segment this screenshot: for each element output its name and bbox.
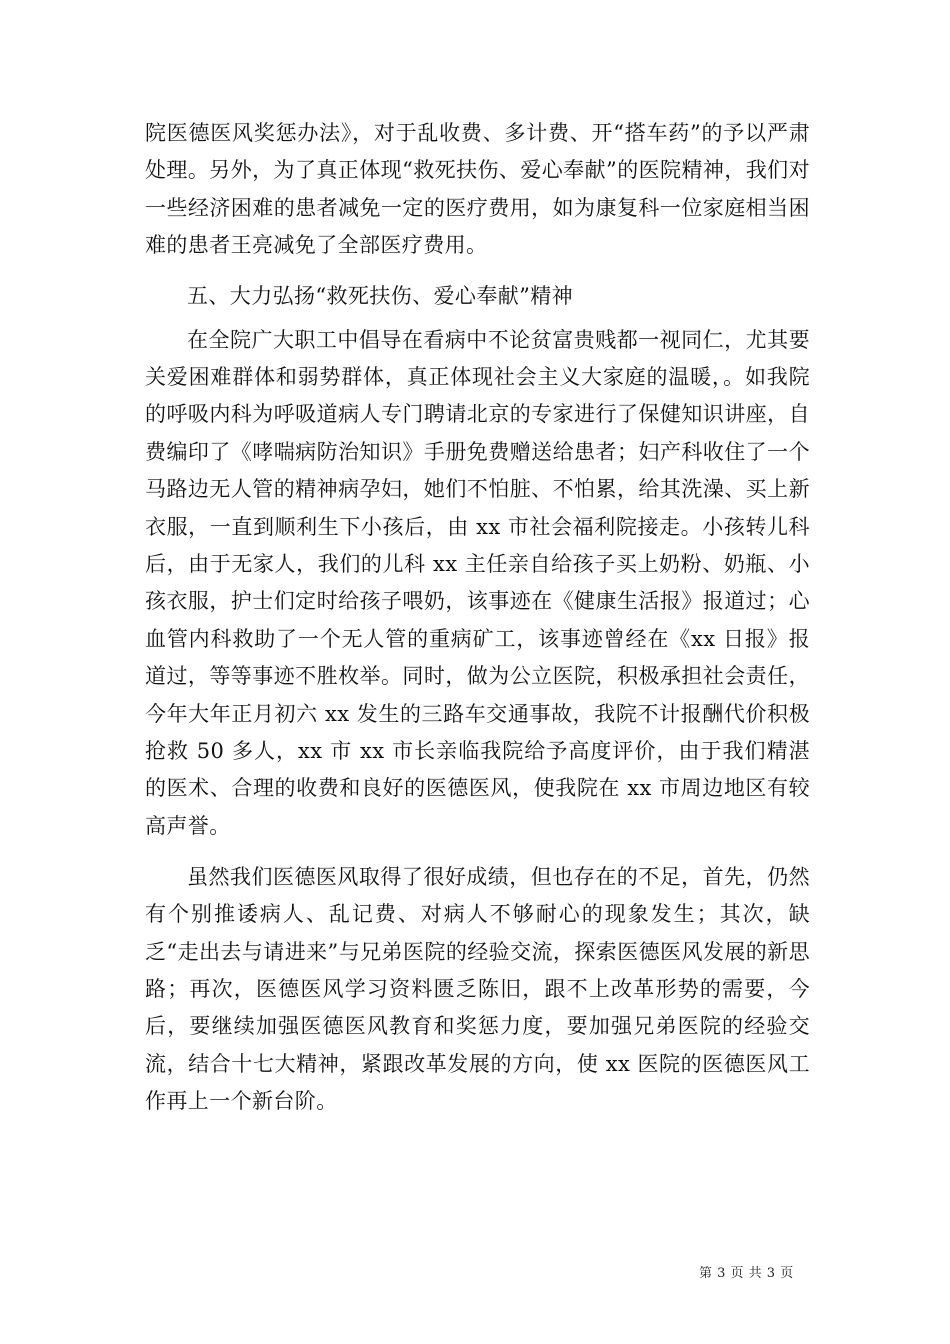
- document-body: [145, 115, 810, 1134]
- page-number-footer: 第 3 页 共 3 页: [699, 1266, 794, 1281]
- paragraph-continued: 院医德医风奖惩办法》，对于乱收费、多计费、开“搭车药”的予以严肃处理。另外，为了真正体现“救死扶伤、爱心奉献”的医院精神，我们对一些经济困难的患者减免一定的医疗费用，如为康复科一位家庭相当困难的患者王亮减免了全部医疗费用。: [145, 121, 810, 258]
- section-heading-five: 五、大力弘扬“救死扶伤、爱心奉献”精神: [187, 284, 574, 309]
- paragraph-shortcomings: 虽然我们医德医风取得了很好成绩，但也存在的不足，首先，仍然有个别推诿病人、乱记费、对病人不够耐心的现象发生；其次，缺乏“走出去与请进来”与兄弟医院的经验交流，探索医德医风发展的新思路；再次，医德医风学习资料匮乏陈旧，跟不上改革形势的需要，今后，要继续加强医德医风教育和奖惩力度，要加强兄弟医院的经验交流，结合十七大精神，紧跟改革发展的方向，使 xx 医院的医德医风工作再上一个新台阶。: [145, 864, 810, 1114]
- paragraph-care-examples: 在全院广大职工中倡导在看病中不论贫富贵贱都一视同仁，尤其要关爱困难群体和弱势群体，真正体现社会主义大家庭的温暖，。如我院的呼吸内科为呼吸道病人专门聘请北京的专家进行了保健知识讲座，自费编印了《哮喘病防治知识》手册免费赠送给患者；妇产科收住了一个马路边无人管的精神病孕妇，她们不怕脏、不怕累，给其洗澡、买上新衣服，一直到顺利生下小孩后，由 xx 市社会福利院接走。小孩转儿科后，由于无家人，我们的儿科 xx 主任亲自给孩子买上奶粉、奶瓶、小孩衣服，护士们定时给孩子喂奶，该事迹在《健康生活报》报道过；心血管内科救助了一个无人管的重病矿工，该事迹曾经在《xx 日报》报道过，等等事迹不胜枚举。同时，做为公立医院，积极承担社会责任，今年大年正月初六 xx 发生的三路车交通事故，我院不计报酬代价积极抢救 50 多人，xx 市 xx 市长亲临我院给予高度评价，由于我们精湛的医术、合理的收费和良好的医德医风，使我院在 xx 市周边地区有较高声誉。: [145, 327, 810, 838]
